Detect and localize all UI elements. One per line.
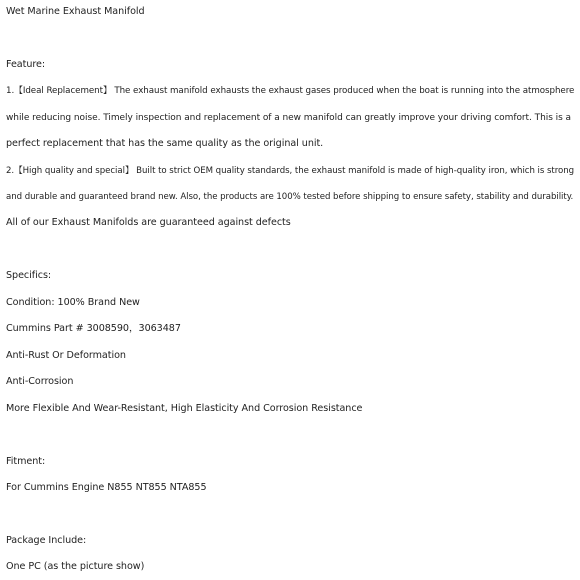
- feature-line: and durable and guaranteed brand new. Also, the products are 100% tested before shipping to ensure safety, stability and durability.: [6, 192, 574, 202]
- specifics-heading: Specifics:: [6, 270, 52, 281]
- feature-line: perfect replacement that has the same quality as the original unit.: [6, 138, 324, 149]
- fitment-heading: Fitment:: [6, 456, 46, 467]
- feature-line: 2.【High quality and special】 Built to strict OEM quality standards, the exhaust manifold is made of high-quality iron, which is strong: [6, 166, 575, 176]
- package-heading: Package Include:: [6, 535, 87, 546]
- specifics-line: Condition: 100% Brand New: [6, 297, 140, 308]
- package-line: One PC (as the picture show): [6, 561, 145, 572]
- specifics-line: Cummins Part # 3008590，3063487: [6, 323, 181, 334]
- specifics-line: More Flexible And Wear-Resistant, High Elasticity And Corrosion Resistance: [6, 403, 363, 414]
- specifics-line: Anti-Corrosion: [6, 376, 74, 387]
- feature-heading: Feature:: [6, 59, 46, 70]
- feature-line: 1.【Ideal Replacement】 The exhaust manifold exhausts the exhaust gases produced when the boat is running into the atmosphere: [6, 86, 575, 96]
- fitment-line: For Cummins Engine N855 NT855 NTA855: [6, 482, 207, 493]
- feature-line: All of our Exhaust Manifolds are guaranteed against defects: [6, 217, 291, 228]
- specifics-line: Anti-Rust Or Deformation: [6, 350, 126, 361]
- feature-line: while reducing noise. Timely inspection and replacement of a new manifold can greatly improve your driving comfort. This is a: [6, 113, 572, 123]
- document-title: Wet Marine Exhaust Manifold: [6, 6, 145, 17]
